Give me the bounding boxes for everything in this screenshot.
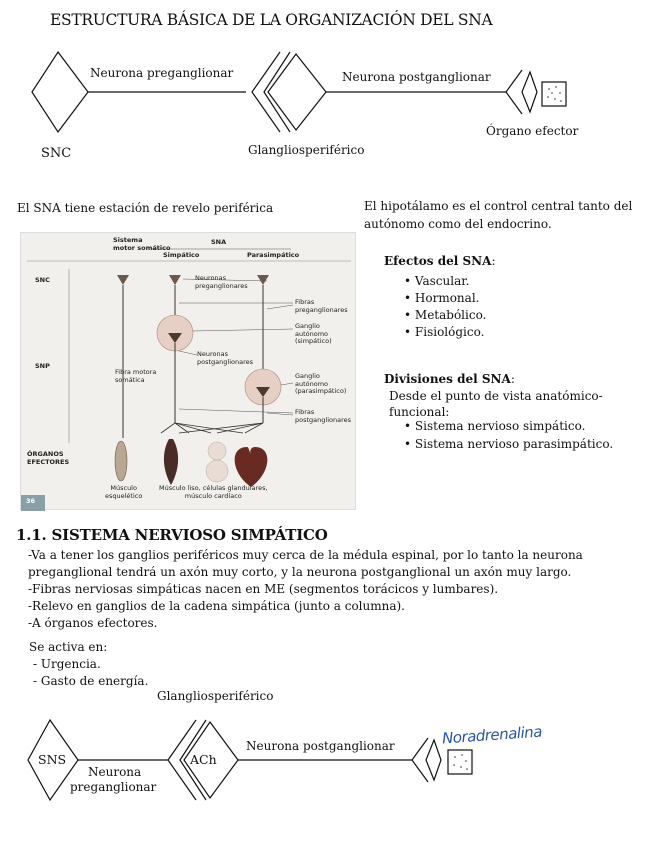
fig-liso-1: Músculo liso, células glandulares, — [159, 484, 268, 492]
effector-organ-box-2 — [448, 750, 472, 774]
preganglionar-label-2a: Neurona — [88, 765, 142, 779]
fig-ganglio-simpatico — [295, 323, 332, 346]
postganglionar-label-2: Neurona postganglionar — [246, 739, 395, 753]
hipotalamo-line-2: autónomo como del endocrino. — [364, 217, 552, 231]
postganglionar-label: Neurona postganglionar — [342, 70, 491, 84]
page-title: ESTRUCTURA BÁSICA DE LA ORGANIZACIÓN DEL SNA — [50, 11, 493, 29]
activa-item: - Gasto de energía. — [33, 674, 149, 688]
fig-row-organos-2: EFECTORES — [27, 457, 70, 466]
fig-fibras-post-1: Fibras — [295, 408, 315, 416]
fig-musculo-liso — [159, 485, 268, 500]
divisiones-line-1: Desde el punto de vista anatómico- — [389, 389, 603, 403]
fig-neuronas-post-2: postganglionares — [197, 357, 253, 366]
fig-page-number: 36 — [26, 497, 36, 505]
sna-estacion-text: El SNA tiene estación de revelo periférica — [17, 201, 274, 215]
fig-fibras-pre-1: Fibras — [295, 298, 315, 306]
section-line: -Relevo en ganglios de la cadena simpática (junto a columna). — [28, 599, 405, 613]
fig-row-snc: SNC — [35, 276, 50, 284]
fig-col-motor-2: motor somático — [113, 243, 171, 252]
organo-label: Órgano efector — [486, 124, 579, 138]
fig-liso-2: músculo cardíaco — [184, 491, 242, 500]
ganglion-diamond-shape — [268, 54, 326, 130]
effector-lens-shape-2 — [426, 740, 441, 780]
efectos-title: Efectos del SNA — [384, 254, 492, 268]
efectos-colon: : — [491, 254, 496, 268]
preganglionar-label: Neurona preganglionar — [90, 66, 234, 80]
snc-label: SNC — [41, 146, 72, 161]
fig-neuronas-pre-2: preganglionares — [195, 281, 248, 290]
hipotalamo-line-1: El hipotálamo es el control central tanto del — [364, 199, 633, 213]
effector-dots — [547, 86, 562, 102]
fig-neuronas-post-1: Neuronas — [197, 350, 228, 358]
divisiones-title: Divisiones del SNA — [384, 372, 511, 386]
efectos-item: • Hormonal. — [404, 291, 479, 305]
divisiones-line-2: funcional: — [389, 405, 450, 419]
effector-dots-2 — [453, 754, 468, 770]
fig-neuronas-pre-1: Neuronas — [195, 274, 226, 282]
efectos-item: • Vascular. — [404, 274, 469, 288]
fig-fibras-pre-2: preganglionares — [295, 305, 348, 314]
fig-col-sna: SNA — [211, 238, 227, 246]
fig-col-motor — [113, 237, 170, 252]
fig-neuronas-post — [197, 351, 253, 366]
fig-col-parasimpatico: Parasimpático — [247, 251, 300, 259]
activa-item: - Urgencia. — [33, 657, 101, 671]
section-line: preganglional tendrá un axón muy corto, y la neurona postganglional un axón muy largo. — [28, 565, 572, 579]
fig-fibras-post — [295, 409, 351, 424]
ganglio-label: Glangliosperiférico — [248, 143, 365, 157]
sns-label: SNS — [38, 752, 67, 767]
divisiones-item: • Sistema nervioso parasimpático. — [404, 437, 613, 451]
sna-figure — [20, 232, 356, 510]
ach-label: ACh — [190, 752, 217, 767]
ganglion-chevron-outer — [252, 52, 280, 132]
fig-neuronas-pre — [195, 275, 248, 290]
efectos-item: • Fisiológico. — [404, 325, 484, 339]
fig-fibra-motora — [115, 369, 156, 384]
fig-row-snp: SNP — [35, 362, 50, 370]
efectos-item: • Metabólico. — [404, 308, 486, 322]
fig-ganglio-p-3: (parasimpático) — [295, 387, 347, 395]
fig-ganglio-s-3: (simpático) — [295, 337, 332, 345]
noradrenalina-handwritten: Noradrenalina — [441, 722, 543, 748]
fig-fibras-pre — [295, 299, 348, 314]
fig-col-simpatico: Simpático — [163, 251, 200, 259]
effector-lens-shape — [522, 72, 537, 112]
fig-musculo-2: esquelético — [105, 491, 143, 500]
fig-musculo-1: Músculo — [110, 484, 137, 492]
section-line: -Va a tener los ganglios periféricos muy cerca de la médula espinal, por lo tanto la neurona — [28, 548, 583, 562]
snc-diamond-shape — [32, 52, 88, 132]
fig-fibras-post-2: postganglionares — [295, 415, 351, 424]
fig-ganglio-p-1: Ganglio — [295, 372, 320, 380]
section-heading: 1.1. SISTEMA NERVIOSO SIMPÁTICO — [16, 526, 328, 544]
fig-col-motor-1: Sistema — [113, 236, 143, 244]
fig-fibra-motora-2: somática — [115, 375, 145, 384]
ganglio-label-2: Glangliosperiférico — [157, 689, 274, 703]
activa-label: Se activa en: — [29, 640, 108, 654]
divisiones-heading — [384, 372, 515, 386]
fig-ganglio-s-1: Ganglio — [295, 322, 320, 330]
section-line: -A órganos efectores. — [28, 616, 158, 630]
section-line: -Fibras nerviosas simpáticas nacen en ME (segmentos torácicos y lumbares). — [28, 582, 499, 596]
divisiones-item: • Sistema nervioso simpático. — [404, 419, 585, 433]
fig-row-organos-1: ÓRGANOS — [27, 450, 64, 458]
effector-organ-box — [542, 82, 566, 106]
efectos-heading — [384, 254, 495, 268]
fig-fibra-motora-1: Fibra motora — [115, 368, 157, 376]
divisiones-colon: : — [510, 372, 515, 386]
effector-chevron — [506, 70, 522, 114]
fig-ganglio-s-2: autónomo — [295, 329, 329, 338]
preganglionar-label-2b: preganglionar — [70, 780, 157, 794]
fig-ganglio-parasimpatico — [295, 373, 346, 396]
fig-row-organos — [27, 451, 69, 466]
fig-ganglio-p-2: autónomo — [295, 379, 329, 388]
fig-musculo-esqueletico — [105, 485, 142, 500]
